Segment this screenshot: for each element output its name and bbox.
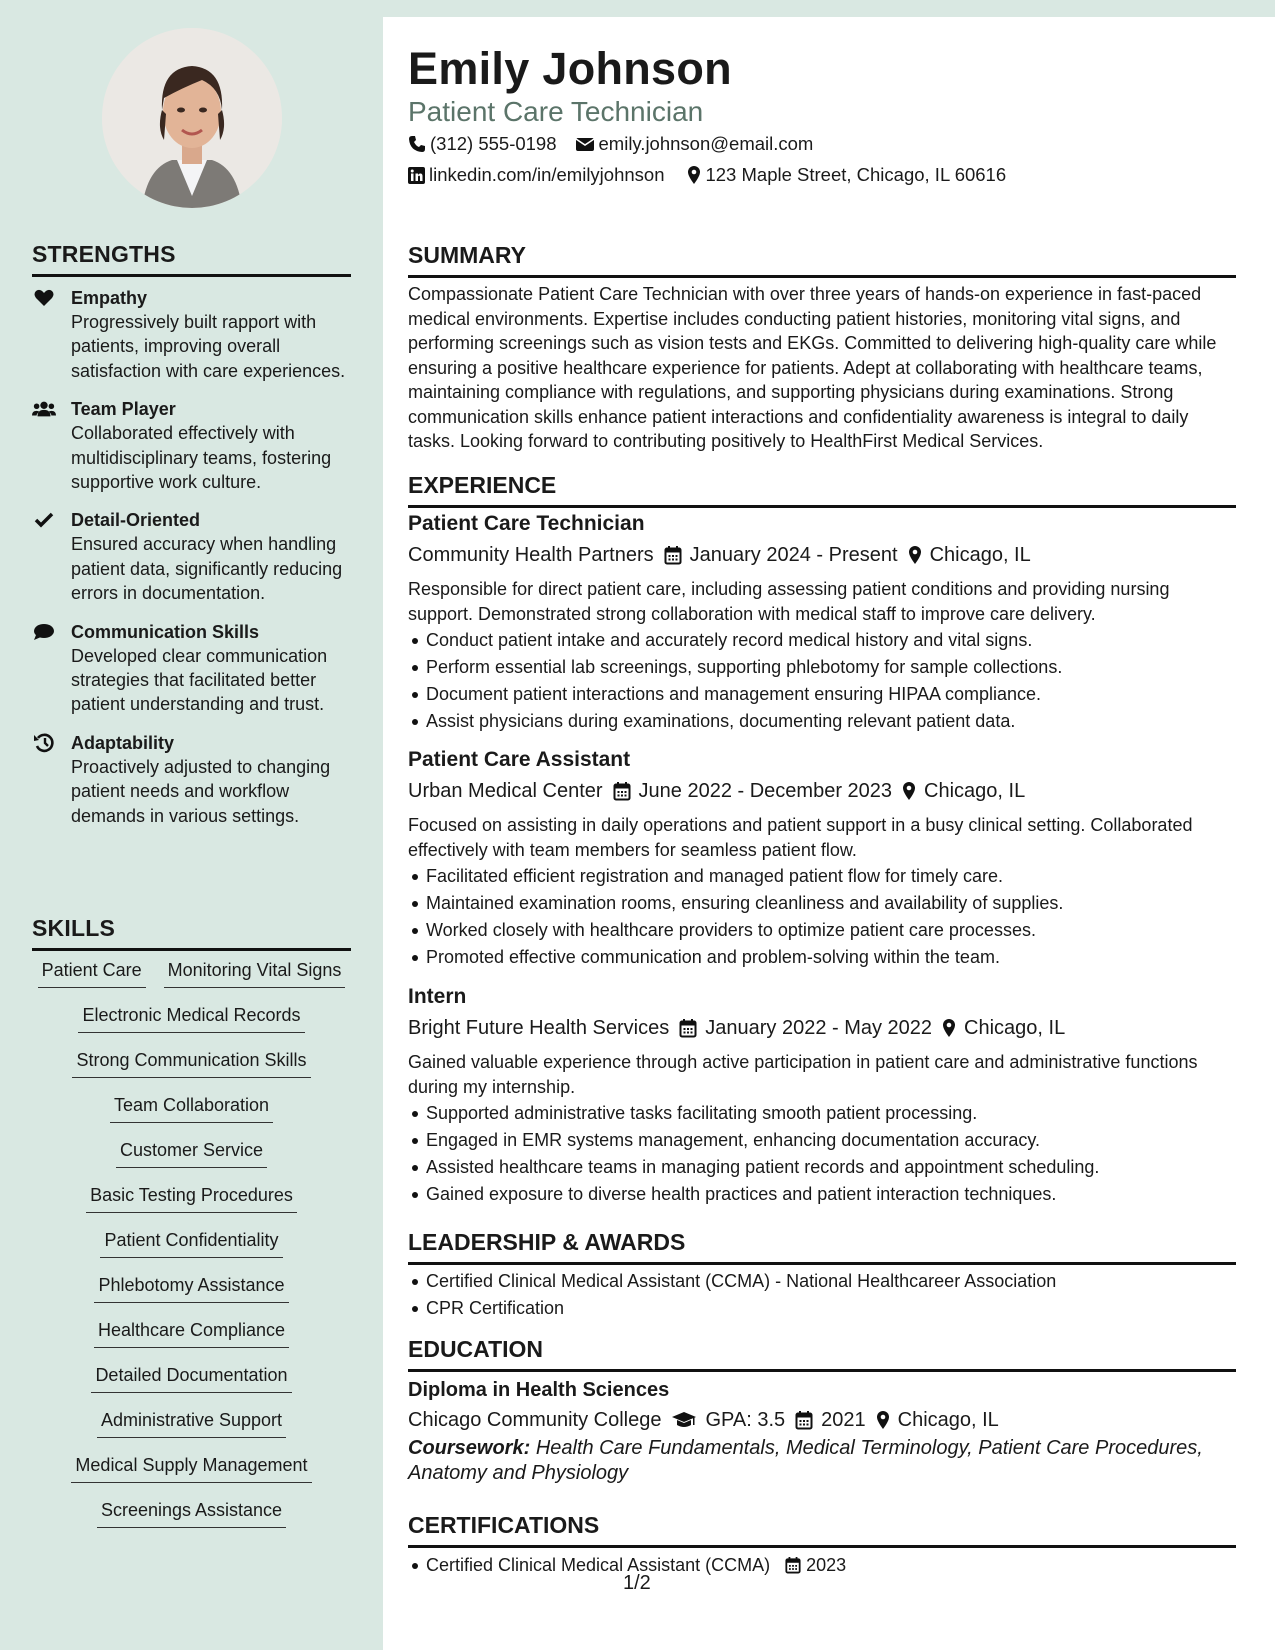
strengths-list <box>32 286 362 842</box>
list-item: Assist physicians during examinations, documenting relevant patient data. <box>408 708 1238 735</box>
strength-desc: Proactively adjusted to changing patient needs and workflow demands in various settings. <box>71 756 331 826</box>
education-year <box>795 1406 866 1434</box>
strength-desc: Developed clear communication strategies that facilitated better patient understanding and trust. <box>71 645 328 715</box>
strength-title: Adaptability <box>71 732 175 753</box>
skill-row <box>32 1228 351 1273</box>
skill-tag: Patient Confidentiality <box>100 1228 282 1258</box>
job-location-text: Chicago, IL <box>924 780 1026 802</box>
skill-row <box>32 958 351 1003</box>
phone-text: (312) 555-0198 <box>430 133 557 154</box>
heart-icon <box>32 288 56 308</box>
linkedin-icon <box>408 167 425 184</box>
strength-item <box>32 620 362 717</box>
list-item: Worked closely with healthcare providers to optimize patient care processes. <box>408 917 1238 944</box>
education-heading: EDUCATION <box>408 1335 1236 1372</box>
list-item: Engaged in EMR systems management, enhancing documentation accuracy. <box>408 1127 1238 1154</box>
list-item: Supported administrative tasks facilitating smooth patient processing. <box>408 1100 1238 1127</box>
strengths-heading: STRENGTHS <box>32 241 351 277</box>
strength-title: Communication Skills <box>71 621 260 642</box>
job-description: Focused on assisting in daily operations and patient support in a busy clinical setting. Collaborated effectively with team members for seamless patient flow. <box>408 815 1193 860</box>
skill-row <box>32 1003 351 1048</box>
certifications-list <box>408 1552 1238 1579</box>
candidate-role: Patient Care Technician <box>408 96 704 127</box>
skill-row <box>32 1363 351 1408</box>
gpa-text: GPA: 3.5 <box>705 1409 786 1431</box>
job-dates-text: January 2024 - Present <box>689 544 898 566</box>
skill-tag: Team Collaboration <box>110 1093 273 1123</box>
strength-desc: Ensured accuracy when handling patient data, significantly reducing errors in documentation. <box>71 534 343 604</box>
list-item: Conduct patient intake and accurately record medical history and vital signs. <box>408 627 1238 654</box>
job-company: Bright Future Health Services <box>408 1017 670 1039</box>
job-meta <box>408 541 1031 569</box>
sidebar <box>0 0 383 1650</box>
strength-title: Team Player <box>71 399 176 420</box>
list-item <box>408 1552 1238 1579</box>
email-contact[interactable] <box>575 133 814 155</box>
skill-tag: Customer Service <box>116 1138 267 1168</box>
strength-desc: Collaborated effectively with multidisciplinary teams, fostering supportive work culture. <box>71 423 332 493</box>
skill-row <box>32 1093 351 1138</box>
page-number: 1/2 <box>623 1572 651 1594</box>
skill-row <box>32 1408 351 1453</box>
skill-tag: Patient Care <box>38 958 146 988</box>
calendar-icon <box>785 1556 801 1574</box>
history-icon <box>32 733 56 753</box>
skill-tag: Strong Communication Skills <box>72 1048 310 1078</box>
main-content <box>383 17 1275 1650</box>
coursework-text: Health Care Fundamentals, Medical Terminology, Patient Care Procedures, Anatomy and Physiology <box>408 1437 1203 1484</box>
strength-item <box>32 508 362 605</box>
list-item: Document patient interactions and management ensuring HIPAA compliance. <box>408 681 1238 708</box>
skill-row <box>32 1183 351 1228</box>
job-title: Intern <box>408 985 467 1008</box>
job-location <box>942 1014 1065 1042</box>
linkedin-contact[interactable] <box>408 164 664 186</box>
list-item: Gained exposure to diverse health practices and patient interaction techniques. <box>408 1181 1238 1208</box>
phone-contact <box>408 133 557 155</box>
list-item: Certified Clinical Medical Assistant (CCMA) - National Healthcareer Association <box>408 1268 1238 1295</box>
strength-item <box>32 731 362 828</box>
strength-item <box>32 397 362 494</box>
list-item: Promoted effective communication and problem-solving within the team. <box>408 944 1238 971</box>
graduation-cap-icon <box>671 1411 697 1429</box>
leadership-heading: LEADERSHIP & AWARDS <box>408 1228 1236 1265</box>
skill-tag: Medical Supply Management <box>71 1453 311 1483</box>
education-gpa <box>671 1406 785 1434</box>
skill-tag: Administrative Support <box>97 1408 286 1438</box>
job-description: Gained valuable experience through active participation in patient care and administrative functions during my internship. <box>408 1052 1198 1097</box>
list-item: CPR Certification <box>408 1295 1238 1322</box>
skill-row <box>32 1498 351 1543</box>
job-bullets <box>408 1100 1238 1208</box>
map-pin-icon <box>908 545 922 565</box>
education-location <box>876 1406 999 1434</box>
job-location <box>908 541 1031 569</box>
envelope-icon <box>575 136 595 152</box>
calendar-icon <box>679 1018 697 1038</box>
strength-title: Empathy <box>71 288 148 308</box>
skill-tag: Healthcare Compliance <box>94 1318 289 1348</box>
certifications-heading: CERTIFICATIONS <box>408 1511 1236 1548</box>
skill-row <box>32 1318 351 1363</box>
users-icon <box>32 399 56 419</box>
skill-tag: Detailed Documentation <box>91 1363 291 1393</box>
job-title: Patient Care Assistant <box>408 748 631 771</box>
certification-year: 2023 <box>806 1555 847 1575</box>
job-meta <box>408 777 1025 805</box>
check-icon <box>32 510 56 530</box>
contact-row <box>408 133 813 155</box>
map-pin-icon <box>687 165 701 185</box>
skill-tag: Monitoring Vital Signs <box>164 958 346 988</box>
skill-tag: Phlebotomy Assistance <box>94 1273 288 1303</box>
job-bullets <box>408 863 1238 971</box>
candidate-name: Emily Johnson <box>408 43 732 94</box>
job-dates-text: June 2022 - December 2023 <box>638 780 893 802</box>
skill-row <box>32 1273 351 1318</box>
map-pin-icon <box>942 1018 956 1038</box>
linkedin-text[interactable]: linkedin.com/in/emilyjohnson <box>429 164 665 185</box>
map-pin-icon <box>902 781 916 801</box>
skill-row <box>32 1453 351 1498</box>
job-location-text: Chicago, IL <box>929 544 1031 566</box>
skill-row <box>32 1138 351 1183</box>
education-meta <box>408 1406 999 1434</box>
job-title: Patient Care Technician <box>408 512 645 535</box>
strength-title: Detail-Oriented <box>71 510 201 531</box>
job-dates <box>679 1014 932 1042</box>
job-company: Community Health Partners <box>408 544 654 566</box>
school-name: Chicago Community College <box>408 1409 662 1431</box>
skill-tag: Electronic Medical Records <box>78 1003 304 1033</box>
job-bullets <box>408 627 1238 735</box>
email-text[interactable]: emily.johnson@email.com <box>598 133 814 154</box>
map-pin-icon <box>876 1410 890 1430</box>
address-text: 123 Maple Street, Chicago, IL 60616 <box>705 164 1007 185</box>
job-company: Urban Medical Center <box>408 780 603 802</box>
skill-tag: Basic Testing Procedures <box>86 1183 297 1213</box>
calendar-icon <box>795 1410 813 1430</box>
profile-photo <box>102 28 282 208</box>
phone-icon <box>408 135 426 153</box>
certification-name: Certified Clinical Medical Assistant (CCMA) <box>426 1555 771 1575</box>
skill-tag: Screenings Assistance <box>97 1498 286 1528</box>
summary-text: Compassionate Patient Care Technician with over three years of hands-on experience in fast-paced medical environments. Expertise includes conducting patient histories, monitoring vital signs, and performing screenings such as vision tests and EKGs. Committed to delivering high-quality care while ensuring a positive healthcare experience for patients. Adept at collaborating with healthcare teams, maintaining compliance with regulations, and supporting physicians during examinations. Strong communication skills enhance patient interactions and confidentiality awareness is integral to daily tasks. Looking forward to contributing positively to HealthFirst Medical Services. <box>408 284 1217 451</box>
coursework-label: Coursework: <box>408 1437 531 1459</box>
experience-heading: EXPERIENCE <box>408 471 1236 508</box>
degree-title: Diploma in Health Sciences <box>408 1379 670 1401</box>
skill-row <box>32 1048 351 1093</box>
avatar <box>102 28 282 208</box>
job-location-text: Chicago, IL <box>964 1017 1066 1039</box>
strength-item <box>32 286 362 383</box>
location-text: Chicago, IL <box>897 1409 999 1431</box>
chat-icon <box>32 622 56 642</box>
address-contact <box>687 164 1006 186</box>
coursework <box>408 1436 1238 1486</box>
leadership-list <box>408 1268 1238 1322</box>
job-dates <box>613 777 893 805</box>
job-description: Responsible for direct patient care, including assessing patient conditions and providing nursing support. Demonstrated strong collaboration with medical staff to improve care delivery. <box>408 579 1170 624</box>
calendar-icon <box>664 545 682 565</box>
contact-row <box>408 164 1006 186</box>
job-dates <box>664 541 898 569</box>
summary-heading: SUMMARY <box>408 241 1236 278</box>
skills-heading: SKILLS <box>32 915 351 951</box>
job-location <box>902 777 1025 805</box>
list-item: Assisted healthcare teams in managing patient records and appointment scheduling. <box>408 1154 1238 1181</box>
year-text: 2021 <box>821 1409 866 1431</box>
job-meta <box>408 1014 1065 1042</box>
list-item: Maintained examination rooms, ensuring cleanliness and availability of supplies. <box>408 890 1238 917</box>
list-item: Perform essential lab screenings, supporting phlebotomy for sample collections. <box>408 654 1238 681</box>
calendar-icon <box>613 781 631 801</box>
skills-list <box>32 958 351 1543</box>
strength-desc: Progressively built rapport with patients, improving overall satisfaction with care experiences. <box>71 312 346 381</box>
job-dates-text: January 2022 - May 2022 <box>705 1017 933 1039</box>
list-item: Facilitated efficient registration and managed patient flow for timely care. <box>408 863 1238 890</box>
